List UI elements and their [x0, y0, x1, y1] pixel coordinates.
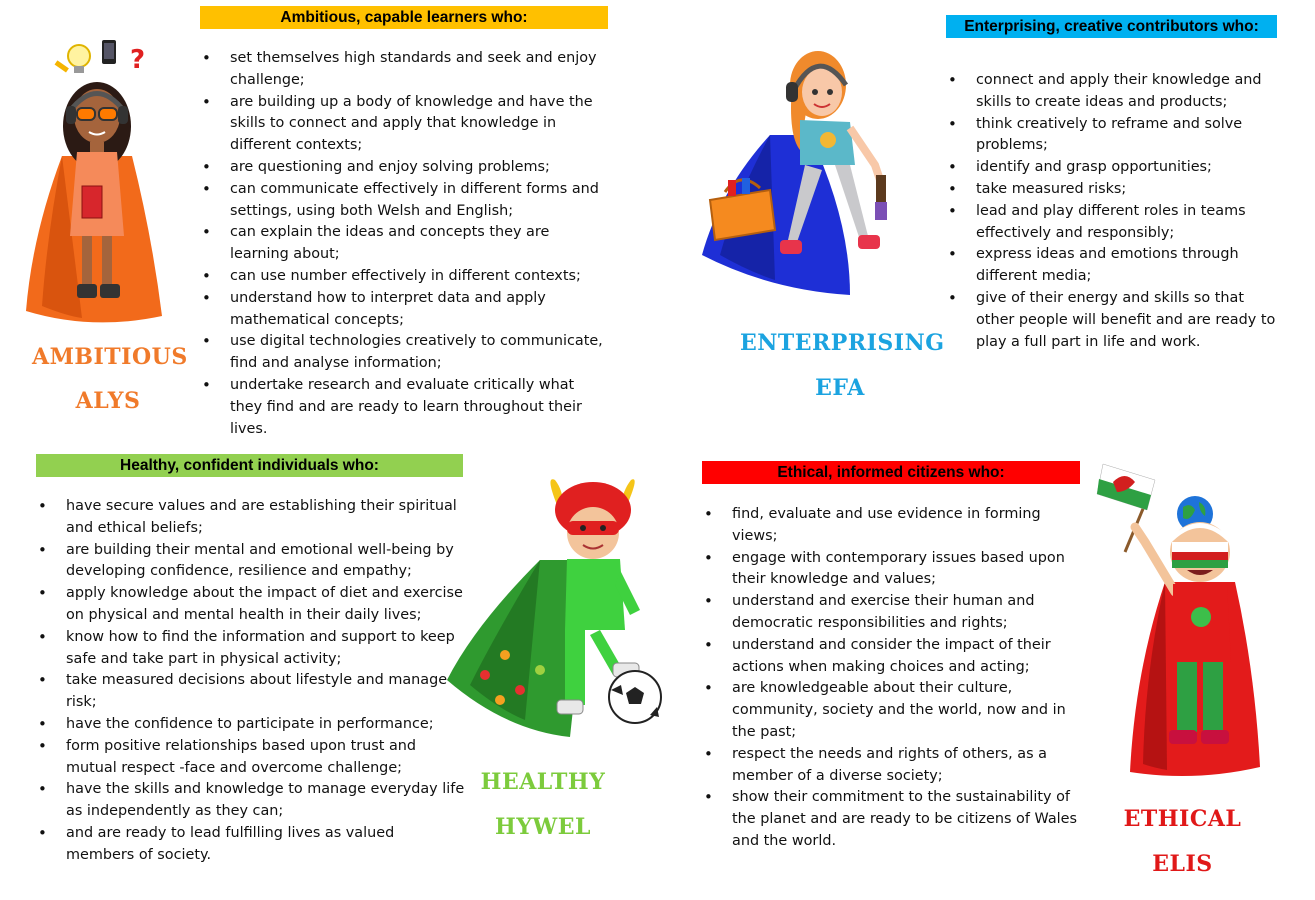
list-item: • understand how to interpret data and apply mathematical concepts;: [200, 288, 610, 332]
list-item: • take measured risks;: [946, 179, 1276, 201]
list-item: • engage with contemporary issues based upon their knowledge and values;: [702, 548, 1082, 592]
ambitious-heading: Ambitious, capable learners who:: [200, 6, 608, 29]
list-item: • use digital technologies creatively to communicate, find and analyse information;: [200, 331, 610, 375]
list-item: • form positive relationships based upon trust and mutual respect -face and overcome challenge;: [36, 736, 466, 780]
ethical-name-line2: ELIS: [1152, 851, 1213, 877]
ambitious-name-line1: AMBITIOUS: [32, 344, 188, 370]
list-item: • show their commitment to the sustainability of the planet and are ready to be citizens of Wales and the world.: [702, 787, 1082, 852]
ambitious-name-line2: ALYS: [75, 388, 141, 414]
list-item: • are building up a body of knowledge and have the skills to connect and apply that knowledge in different contexts;: [200, 92, 610, 157]
list-item: • are knowledgeable about their culture, community, society and the world, now and in the past;: [702, 678, 1082, 743]
list-item: • understand and consider the impact of their actions when making choices and acting;: [702, 635, 1082, 679]
ethical-heading: Ethical, informed citizens who:: [702, 461, 1080, 484]
list-item: • understand and exercise their human and democratic responsibilities and rights;: [702, 591, 1082, 635]
boy-superhero-with-football-icon: [445, 475, 670, 745]
enterprising-heading: Enterprising, creative contributors who:: [946, 15, 1277, 38]
girl-superhero-with-book-icon: [22, 36, 172, 326]
healthy-name-line1: HEALTHY: [480, 769, 606, 795]
ethical-list: [702, 504, 1082, 853]
list-item: • give of their energy and skills so that other people will benefit and are ready to play a full part in life and work.: [946, 288, 1276, 353]
list-item: • can communicate effectively in different forms and settings, using both Welsh and English;: [200, 179, 610, 223]
enterprising-name-line2: EFA: [815, 375, 865, 401]
list-item: • take measured decisions about lifestyle and manage risk;: [36, 670, 466, 714]
list-item: • connect and apply their knowledge and skills to create ideas and products;: [946, 70, 1276, 114]
healthy-list: [36, 496, 466, 867]
enterprising-name-line1: ENTERPRISING: [740, 330, 945, 356]
list-item: • think creatively to reframe and solve problems;: [946, 114, 1276, 158]
list-item: • respect the needs and rights of others, as a member of a diverse society;: [702, 744, 1082, 788]
list-item: • set themselves high standards and seek and enjoy challenge;: [200, 48, 610, 92]
list-item: • identify and grasp opportunities;: [946, 157, 1276, 179]
list-item: • and are ready to lead fulfilling lives as valued members of society.: [36, 823, 466, 867]
list-item: • are questioning and enjoy solving problems;: [200, 157, 610, 179]
enterprising-list: [946, 70, 1276, 353]
list-item: • apply knowledge about the impact of diet and exercise on physical and mental health in their daily lives;: [36, 583, 466, 627]
list-item: • undertake research and evaluate critically what they find and are ready to learn throughout their lives.: [200, 375, 610, 440]
list-item: • find, evaluate and use evidence in forming views;: [702, 504, 1082, 548]
list-item: • have the skills and knowledge to manage everyday life as independently as they can;: [36, 779, 466, 823]
list-item: • have the confidence to participate in performance;: [36, 714, 466, 736]
ethical-name-line1: ETHICAL: [1123, 806, 1242, 832]
boy-superhero-with-welsh-flag-icon: [1095, 452, 1265, 782]
healthy-heading: Healthy, confident individuals who:: [36, 454, 463, 477]
list-item: • know how to find the information and support to keep safe and take part in physical activity;: [36, 627, 466, 671]
girl-superhero-with-toolbox-icon: [700, 40, 900, 300]
ambitious-list: [200, 48, 610, 440]
list-item: • can explain the ideas and concepts they are learning about;: [200, 222, 610, 266]
healthy-name-line2: HYWEL: [495, 814, 591, 840]
list-item: • have secure values and are establishing their spiritual and ethical beliefs;: [36, 496, 466, 540]
list-item: • lead and play different roles in teams effectively and responsibly;: [946, 201, 1276, 245]
list-item: • express ideas and emotions through different media;: [946, 244, 1276, 288]
list-item: • are building their mental and emotional well-being by developing confidence, resilience and empathy;: [36, 540, 466, 584]
svg-text:?: ?: [130, 45, 146, 75]
list-item: • can use number effectively in different contexts;: [200, 266, 610, 288]
